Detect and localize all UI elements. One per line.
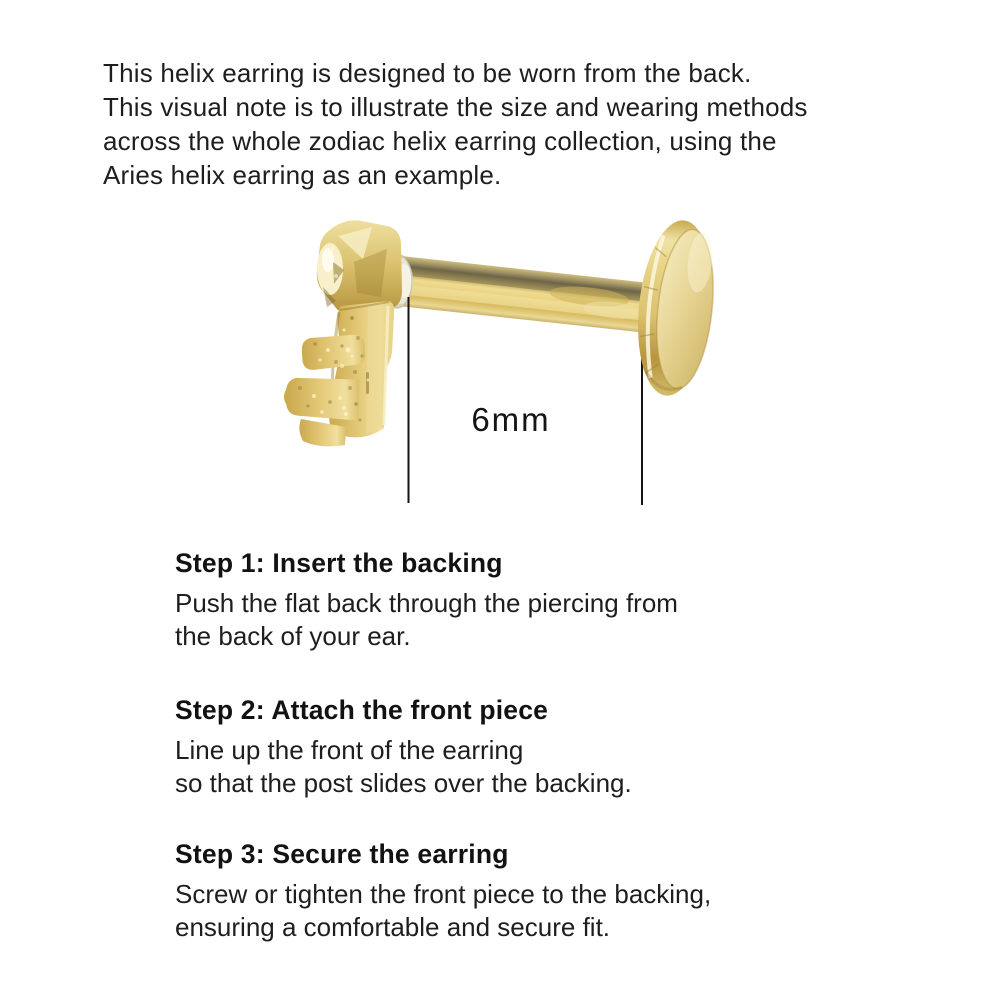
step-2-heading: Step 2: Attach the front piece: [175, 695, 549, 725]
step-3-line: ensuring a comfortable and secure fit.: [175, 912, 611, 942]
step-1-line: Push the flat back through the piercing from: [175, 588, 678, 618]
aries-front-piece: [283, 220, 402, 446]
step-3: [175, 838, 711, 944]
intro-line: This helix earring is designed to be worn from the back.: [103, 58, 752, 88]
step-2: [175, 694, 632, 800]
step-2-line: Line up the front of the earring: [175, 735, 524, 765]
earring-size-diagram: [250, 195, 730, 530]
measurement-label: 6mm: [471, 401, 551, 438]
intro-line: This visual note is to illustrate the size and wearing methods: [103, 92, 808, 122]
flat-back-disc: [630, 217, 721, 400]
intro-paragraph: [103, 56, 808, 192]
step-3-heading: Step 3: Secure the earring: [175, 839, 509, 869]
step-3-line: Screw or tighten the front piece to the backing,: [175, 879, 712, 909]
intro-line: Aries helix earring as an example.: [103, 160, 502, 190]
step-1-heading: Step 1: Insert the backing: [175, 548, 503, 578]
intro-line: across the whole zodiac helix earring collection, using the: [103, 126, 777, 156]
step-1-line: the back of your ear.: [175, 621, 411, 651]
step-2-line: so that the post slides over the backing.: [175, 768, 632, 798]
earring-figure: [250, 195, 730, 530]
step-1: [175, 547, 678, 653]
earring-post: [395, 256, 651, 333]
